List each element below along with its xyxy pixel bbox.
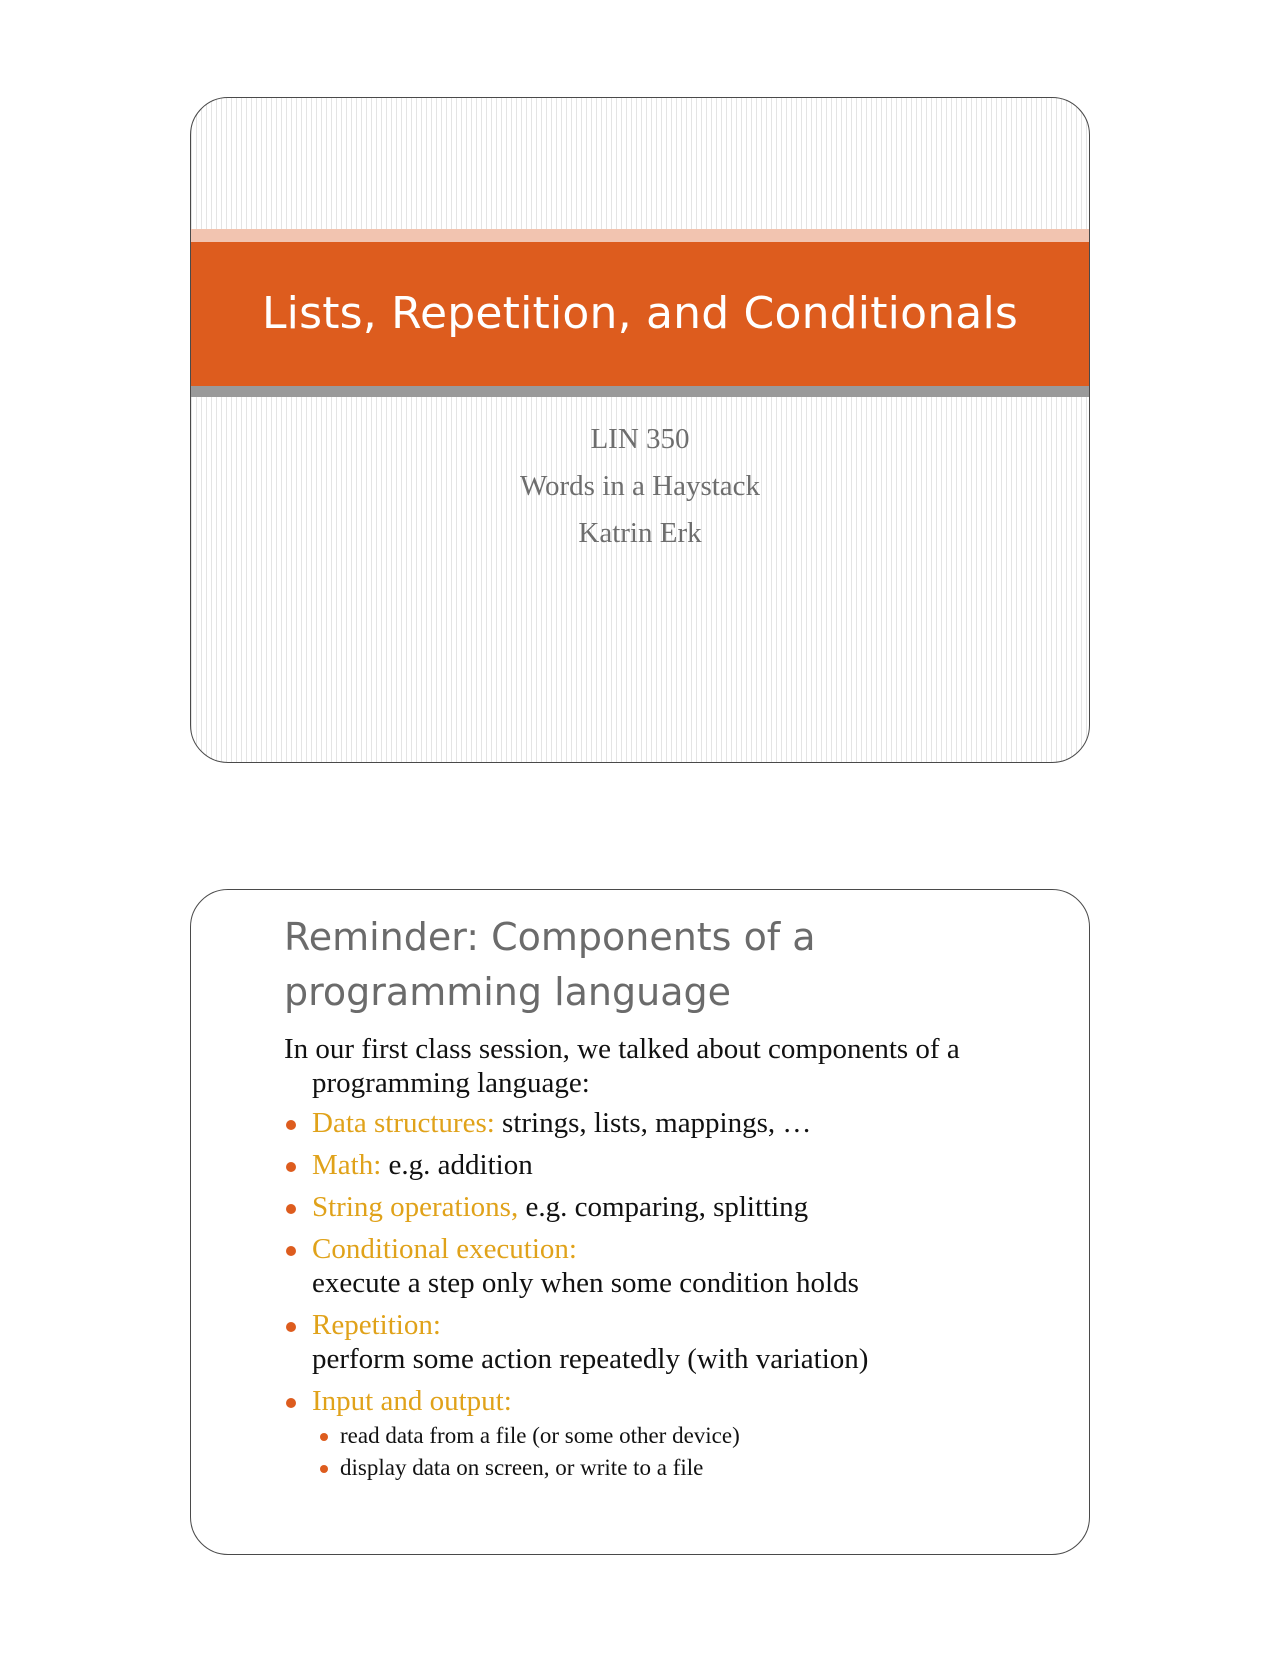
bullet-dot-icon (286, 1120, 296, 1130)
bullet-math (284, 1148, 1049, 1182)
bullet-input-output (284, 1384, 1049, 1418)
slide-title: Lists, Repetition, and Conditionals (261, 288, 1019, 339)
sub-bullet-display-data (284, 1452, 1049, 1484)
content-body (284, 1032, 1049, 1484)
bullet-conditional-execution (284, 1232, 1049, 1300)
title-line-1: Reminder: Components of a (284, 915, 816, 959)
subtitle-block (191, 416, 1089, 557)
course-name: Words in a Haystack (519, 470, 761, 502)
intro-paragraph (284, 1032, 1049, 1100)
title-line-2: programming language (284, 970, 731, 1014)
sub-bullet-text: display data on screen, or write to a file (340, 1455, 704, 1480)
bullet-label: Repetition: (312, 1309, 441, 1341)
bullet-label: Conditional execution: (312, 1233, 577, 1265)
bullet-text: execute a step only when some condition holds (312, 1267, 859, 1299)
bullet-text: e.g. comparing, splitting (518, 1191, 809, 1223)
sub-bullet-text: read data from a file (or some other device) (340, 1423, 740, 1448)
intro-line-2: programming language: (312, 1067, 590, 1099)
bullet-data-structures (284, 1106, 1049, 1140)
title-bottom-band (191, 386, 1089, 397)
bullet-dot-icon (286, 1398, 296, 1408)
bullet-label: Input and output: (312, 1385, 512, 1417)
bullet-label: String operations, (312, 1191, 519, 1223)
sub-bullet-dot-icon (320, 1433, 328, 1441)
bullet-text: perform some action repeatedly (with variation) (312, 1343, 869, 1375)
bullet-label: Math: (312, 1149, 382, 1181)
author-name: Katrin Erk (578, 517, 702, 549)
bullet-string-operations (284, 1190, 1049, 1224)
bullet-label: Data structures: (312, 1107, 495, 1139)
sub-bullet-dot-icon (320, 1465, 328, 1473)
bullet-dot-icon (286, 1204, 296, 1214)
bullet-dot-icon (286, 1322, 296, 1332)
title-top-band (191, 229, 1089, 242)
title-slide (190, 97, 1090, 763)
bullet-dot-icon (286, 1246, 296, 1256)
sub-bullet-read-data (284, 1420, 1049, 1452)
intro-line-1: In our first class session, we talked about components of a (284, 1033, 960, 1065)
bullet-dot-icon (286, 1162, 296, 1172)
course-code: LIN 350 (590, 423, 690, 455)
bullet-repetition (284, 1308, 1049, 1376)
content-slide-title (284, 910, 816, 1020)
bullet-text: strings, lists, mappings, … (494, 1107, 812, 1139)
bullet-text: e.g. addition (381, 1149, 533, 1181)
content-slide (190, 889, 1090, 1555)
